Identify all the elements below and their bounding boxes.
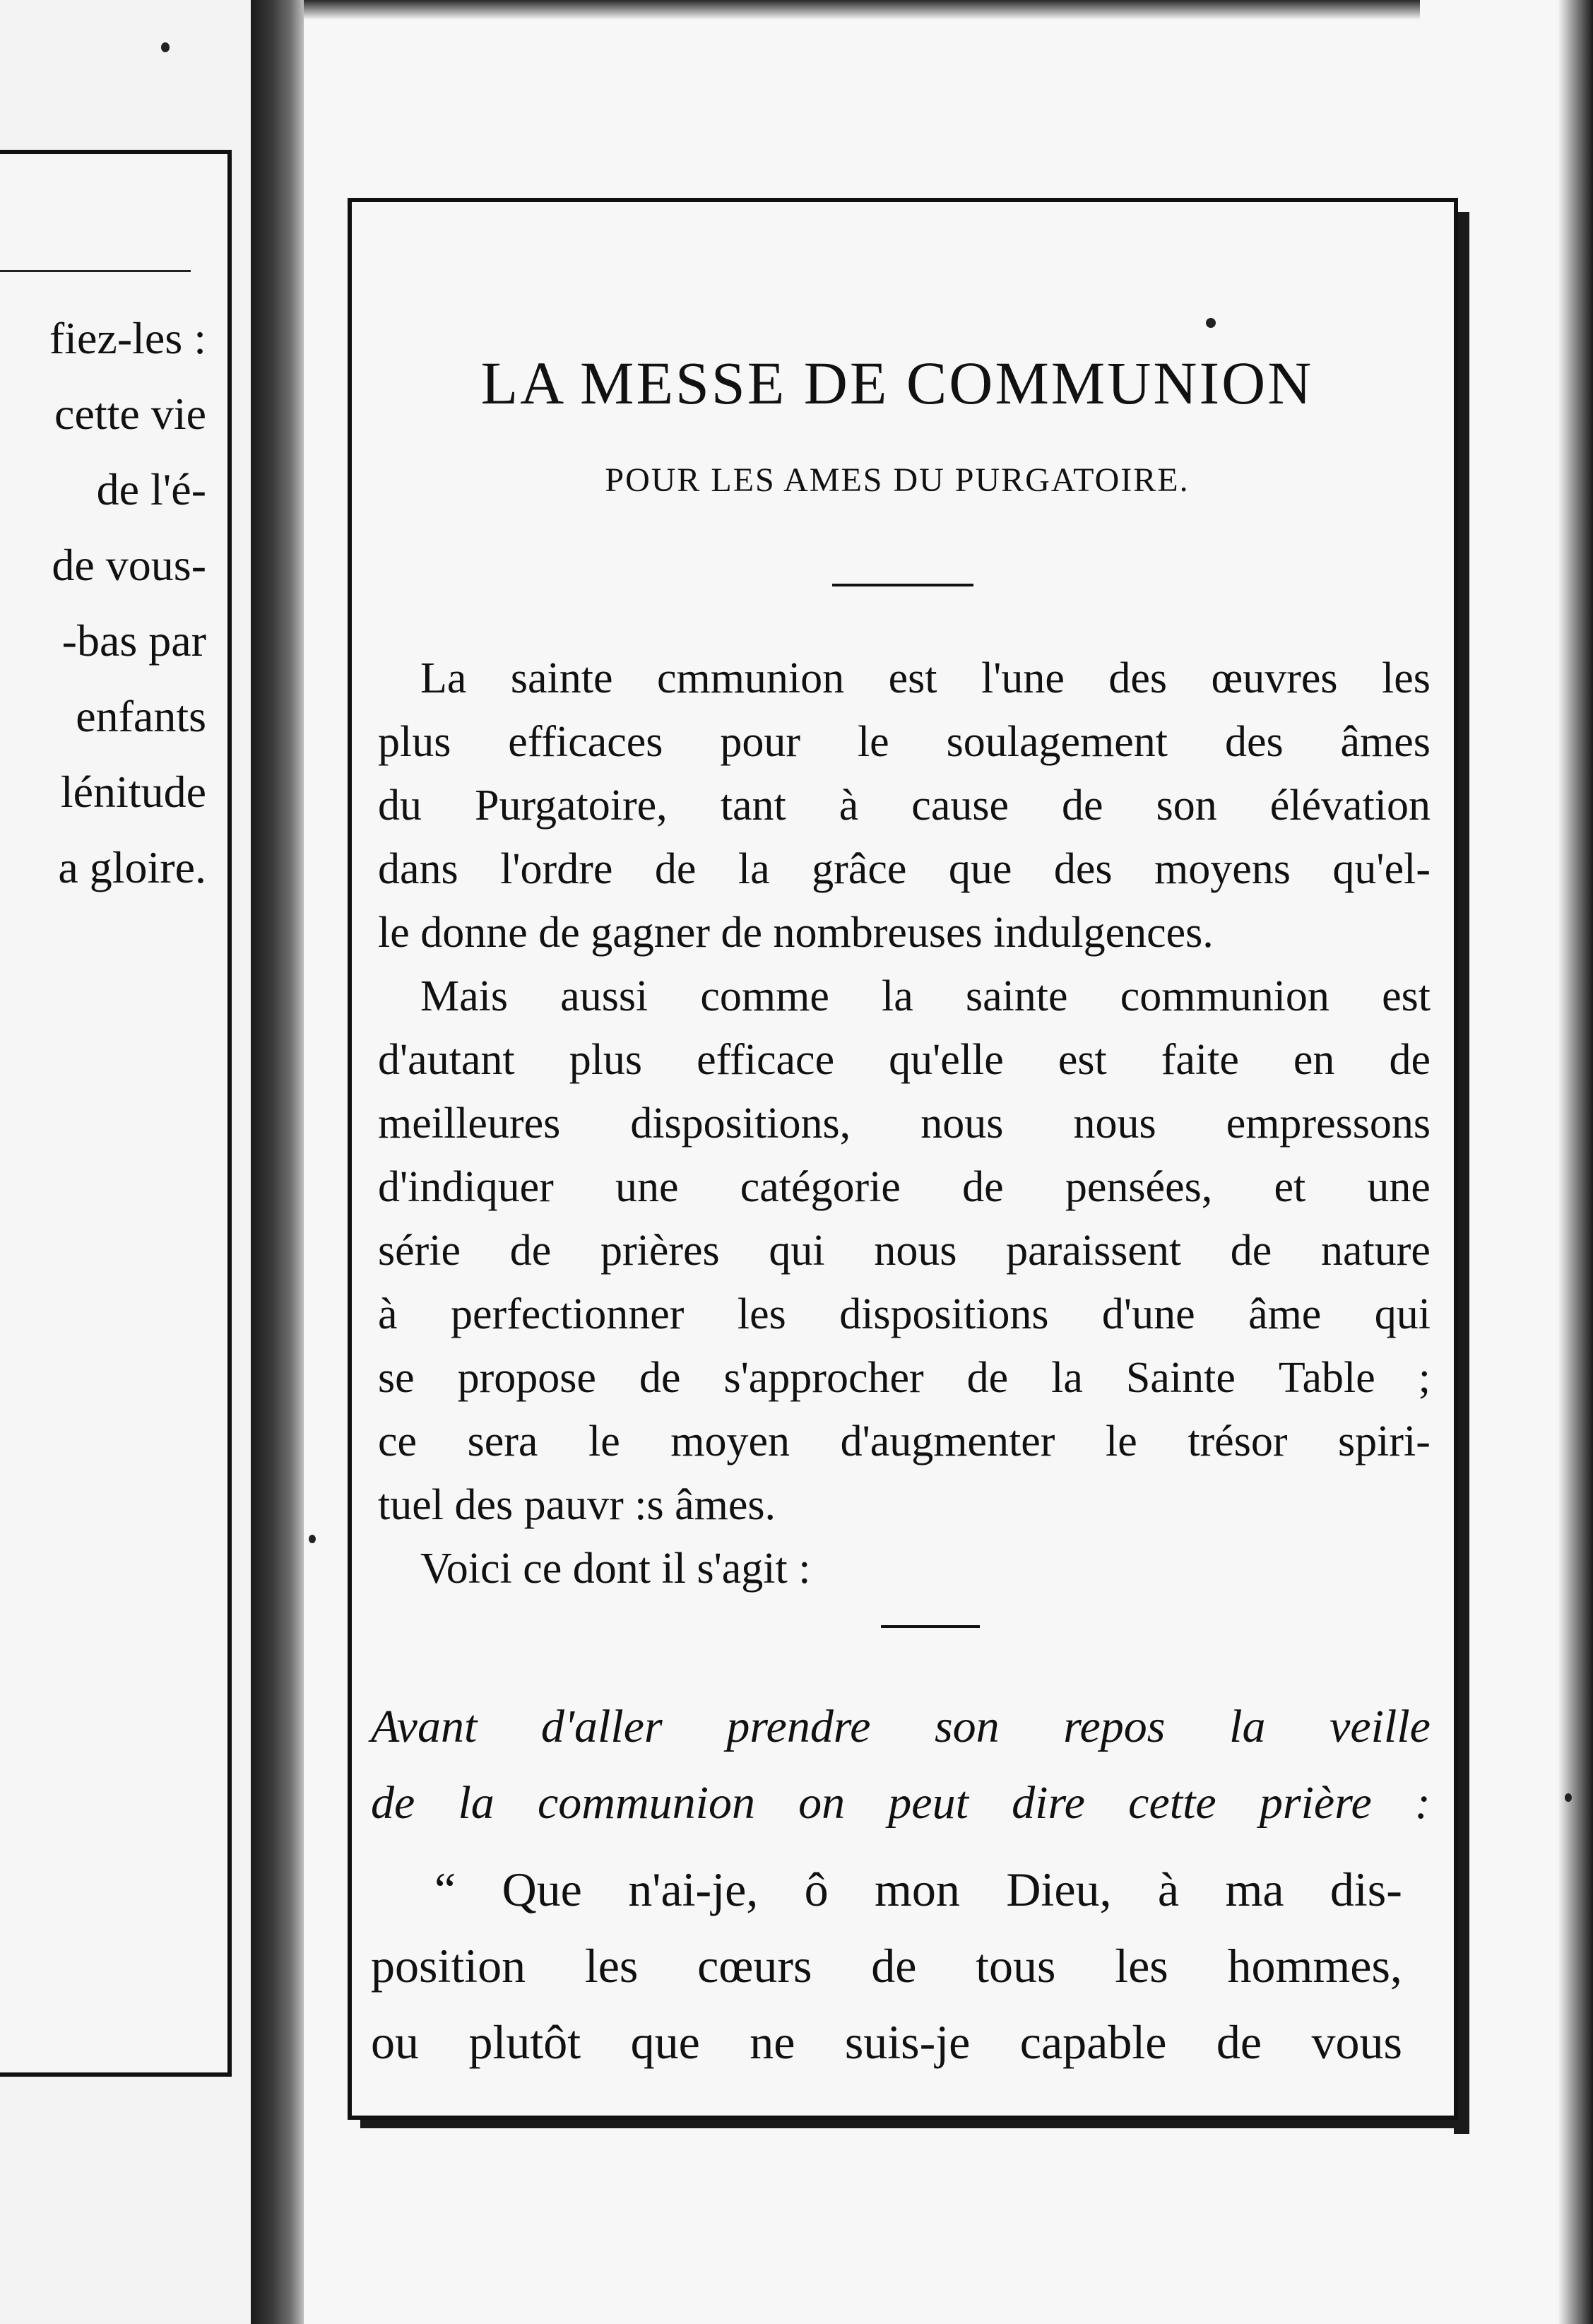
- word: moyen: [670, 1417, 790, 1465]
- word: de: [639, 1354, 681, 1402]
- text-line: [378, 710, 1431, 774]
- word: se: [378, 1354, 415, 1402]
- text-line: [378, 965, 1431, 1028]
- word: grâce: [812, 845, 907, 893]
- word: Avant: [371, 1701, 478, 1752]
- text-line: [378, 1410, 1431, 1473]
- text-line: [378, 837, 1431, 901]
- word: de: [1062, 781, 1103, 830]
- word: tous: [976, 1939, 1056, 1993]
- word: nous: [874, 1227, 957, 1275]
- word: “: [434, 1863, 456, 1916]
- paragraph-2: [378, 965, 1431, 1537]
- word: l'une: [981, 654, 1065, 702]
- text-line: [378, 1028, 1431, 1092]
- word: est: [1058, 1036, 1107, 1084]
- word: La: [420, 654, 467, 702]
- word: est: [888, 654, 937, 702]
- word: ou: [371, 2015, 419, 2069]
- word: faite: [1161, 1036, 1239, 1084]
- word: pensées,: [1065, 1163, 1213, 1211]
- word: nature: [1321, 1227, 1431, 1275]
- text-line: [378, 1346, 1431, 1410]
- word: :: [1414, 1777, 1431, 1829]
- word: la: [458, 1777, 495, 1829]
- word: plus: [378, 718, 451, 766]
- word: qui: [1374, 1290, 1431, 1338]
- text-line: [378, 774, 1431, 837]
- word: hommes,: [1227, 1939, 1402, 1993]
- word: qu'el-: [1332, 845, 1431, 893]
- word: cause: [911, 781, 1009, 830]
- word: en: [1293, 1036, 1335, 1084]
- word: dispositions: [839, 1290, 1049, 1338]
- word: aussi: [560, 972, 649, 1020]
- word: sera: [467, 1417, 538, 1465]
- word: de: [654, 845, 697, 893]
- left-page-rule: [0, 270, 191, 272]
- word: la: [1229, 1701, 1266, 1752]
- word: empressons: [1226, 1099, 1431, 1148]
- word: d'augmenter: [840, 1417, 1055, 1465]
- word: position: [371, 1939, 526, 1993]
- word: mon: [875, 1863, 960, 1916]
- word: nous: [920, 1099, 1004, 1148]
- paragraph-3: [378, 1537, 1431, 1600]
- word: de: [371, 1777, 415, 1829]
- word: prière: [1259, 1777, 1372, 1829]
- word: le: [857, 718, 889, 766]
- word: qui: [769, 1227, 825, 1275]
- word: n'ai-je,: [628, 1863, 759, 1916]
- word: la: [1051, 1354, 1083, 1402]
- word: plutôt: [468, 2015, 581, 2069]
- text-line: [378, 1155, 1431, 1219]
- word: veille: [1330, 1701, 1431, 1752]
- word: paraissent: [1006, 1227, 1182, 1275]
- word: communion: [1120, 972, 1330, 1020]
- italic-heading: [371, 1689, 1431, 1841]
- text-line: [378, 901, 1431, 965]
- word: et: [1274, 1163, 1306, 1211]
- word: est: [1382, 972, 1431, 1020]
- word: tant: [720, 781, 786, 830]
- left-page-line: de l'é-: [96, 464, 206, 514]
- word: série: [378, 1227, 461, 1275]
- word: trésor: [1188, 1417, 1288, 1465]
- ink-speck: [161, 42, 170, 52]
- word: dans: [378, 845, 458, 893]
- word: dispositions,: [630, 1099, 851, 1148]
- word: s'approcher: [723, 1354, 924, 1402]
- word: son: [934, 1701, 1000, 1752]
- word: dis-: [1330, 1863, 1402, 1916]
- word: à: [839, 781, 859, 830]
- divider-rule: [832, 584, 973, 586]
- word: d'aller: [540, 1701, 663, 1752]
- word: de: [1230, 1227, 1272, 1275]
- word: meilleures: [378, 1099, 561, 1148]
- paragraph-3-text: Voici ce dont il s'agit :: [420, 1545, 811, 1593]
- page-title: LA MESSE DE COMMUNION: [480, 349, 1314, 417]
- word: efficace: [697, 1036, 835, 1084]
- book-gutter: [251, 0, 304, 2324]
- word: les: [1382, 654, 1431, 702]
- word: de: [509, 1227, 552, 1275]
- word: perfectionner: [450, 1290, 685, 1338]
- ink-speck: [309, 1535, 316, 1543]
- word: à: [1157, 1863, 1180, 1916]
- word: le: [588, 1417, 620, 1465]
- word: des: [1224, 718, 1284, 766]
- word: comme: [700, 972, 829, 1020]
- prayer-line: [371, 1851, 1402, 1928]
- word: de: [1216, 2015, 1262, 2069]
- word: une: [1367, 1163, 1431, 1211]
- word: on: [798, 1777, 846, 1829]
- word: pour: [720, 718, 801, 766]
- text-line: [378, 1092, 1431, 1155]
- prayer-line: [371, 2004, 1402, 2080]
- word: ma: [1225, 1863, 1284, 1916]
- word: la: [738, 845, 770, 893]
- prayer-line: [371, 1928, 1402, 2004]
- page-subtitle: POUR LES AMES DU PURGATOIRE.: [605, 461, 1190, 499]
- left-page-line: a gloire.: [58, 842, 206, 892]
- italic-line: [371, 1765, 1431, 1841]
- left-page-line: fiez-les :: [49, 313, 206, 363]
- word: moyens: [1154, 845, 1291, 893]
- word: ô: [804, 1863, 829, 1916]
- word: ce: [378, 1417, 418, 1465]
- word: que: [948, 845, 1012, 893]
- word: sainte: [510, 654, 613, 702]
- word: nous: [1073, 1099, 1156, 1148]
- word: ;: [1418, 1354, 1431, 1402]
- word: âme: [1248, 1290, 1322, 1338]
- word: communion: [537, 1777, 755, 1829]
- italic-line: [371, 1689, 1431, 1765]
- word: qu'elle: [889, 1036, 1004, 1084]
- word: que: [630, 2015, 700, 2069]
- word: de: [966, 1354, 1009, 1402]
- word: à: [378, 1290, 398, 1338]
- word: une: [615, 1163, 679, 1211]
- word: Dieu,: [1006, 1863, 1112, 1916]
- body-text: [378, 647, 1431, 1600]
- word: soulagement: [946, 718, 1168, 766]
- word: cette: [1128, 1777, 1216, 1829]
- left-page-line: enfants: [76, 691, 206, 741]
- word: d'une: [1101, 1290, 1195, 1338]
- word: le: [1106, 1417, 1137, 1465]
- word: plus: [569, 1036, 643, 1084]
- word: de: [1389, 1036, 1431, 1084]
- word: spiri-: [1338, 1417, 1431, 1465]
- word: d'autant: [378, 1036, 515, 1084]
- word: les: [584, 1939, 639, 1993]
- word: catégorie: [740, 1163, 901, 1211]
- word: dire: [1012, 1777, 1085, 1829]
- text-line: [378, 1219, 1431, 1282]
- word: Mais: [420, 972, 508, 1020]
- word: les: [1115, 1939, 1168, 1993]
- word: cœurs: [697, 1939, 812, 1993]
- word: suis-je: [844, 2015, 971, 2069]
- word: repos: [1063, 1701, 1166, 1752]
- word: la: [882, 972, 913, 1020]
- word: capable: [1019, 2015, 1167, 2069]
- prayer-text: [371, 1851, 1402, 2080]
- word: propose: [457, 1354, 596, 1402]
- top-edge-shadow: [304, 0, 1420, 20]
- word: Sainte: [1125, 1354, 1236, 1402]
- left-facing-page: [0, 0, 251, 2324]
- text-line: [378, 1473, 1431, 1537]
- word: ne: [750, 2015, 795, 2069]
- word: d'indiquer: [378, 1163, 554, 1211]
- word: élévation: [1269, 781, 1431, 830]
- word: vous: [1311, 2015, 1402, 2069]
- word: son: [1156, 781, 1217, 830]
- ink-speck: [1565, 1793, 1572, 1802]
- word: Que: [502, 1863, 582, 1916]
- word: des: [1053, 845, 1113, 893]
- left-page-text: [0, 300, 206, 905]
- word: tuel des pauvr :s âmes.: [378, 1481, 776, 1529]
- word: œuvres: [1211, 654, 1338, 702]
- left-page-line: lénitude: [60, 767, 206, 817]
- right-edge-shadow: [1558, 0, 1593, 2324]
- word: âmes: [1340, 718, 1431, 766]
- word: prières: [600, 1227, 720, 1275]
- word: les: [737, 1290, 786, 1338]
- word: de: [962, 1163, 1004, 1211]
- word: de: [871, 1939, 917, 1993]
- text-line: [378, 647, 1431, 710]
- divider-rule-2: [881, 1625, 980, 1628]
- ink-speck: [1206, 318, 1216, 328]
- paragraph-1: [378, 647, 1431, 965]
- word: du: [378, 781, 422, 830]
- word: peut: [888, 1777, 969, 1829]
- left-page-line: -bas par: [61, 615, 206, 666]
- word: des: [1108, 654, 1168, 702]
- word: Table: [1278, 1354, 1375, 1402]
- word: sainte: [965, 972, 1068, 1020]
- left-page-line: de vous-: [52, 540, 206, 590]
- text-line: [378, 1282, 1431, 1346]
- word: Purgatoire,: [475, 781, 668, 830]
- left-page-line: cette vie: [54, 389, 206, 439]
- word: l'ordre: [500, 845, 613, 893]
- word: cmmunion: [656, 654, 845, 702]
- word: le donne de gagner de nombreuses indulgences.: [378, 909, 1214, 957]
- word: efficaces: [508, 718, 663, 766]
- word: prendre: [726, 1701, 871, 1752]
